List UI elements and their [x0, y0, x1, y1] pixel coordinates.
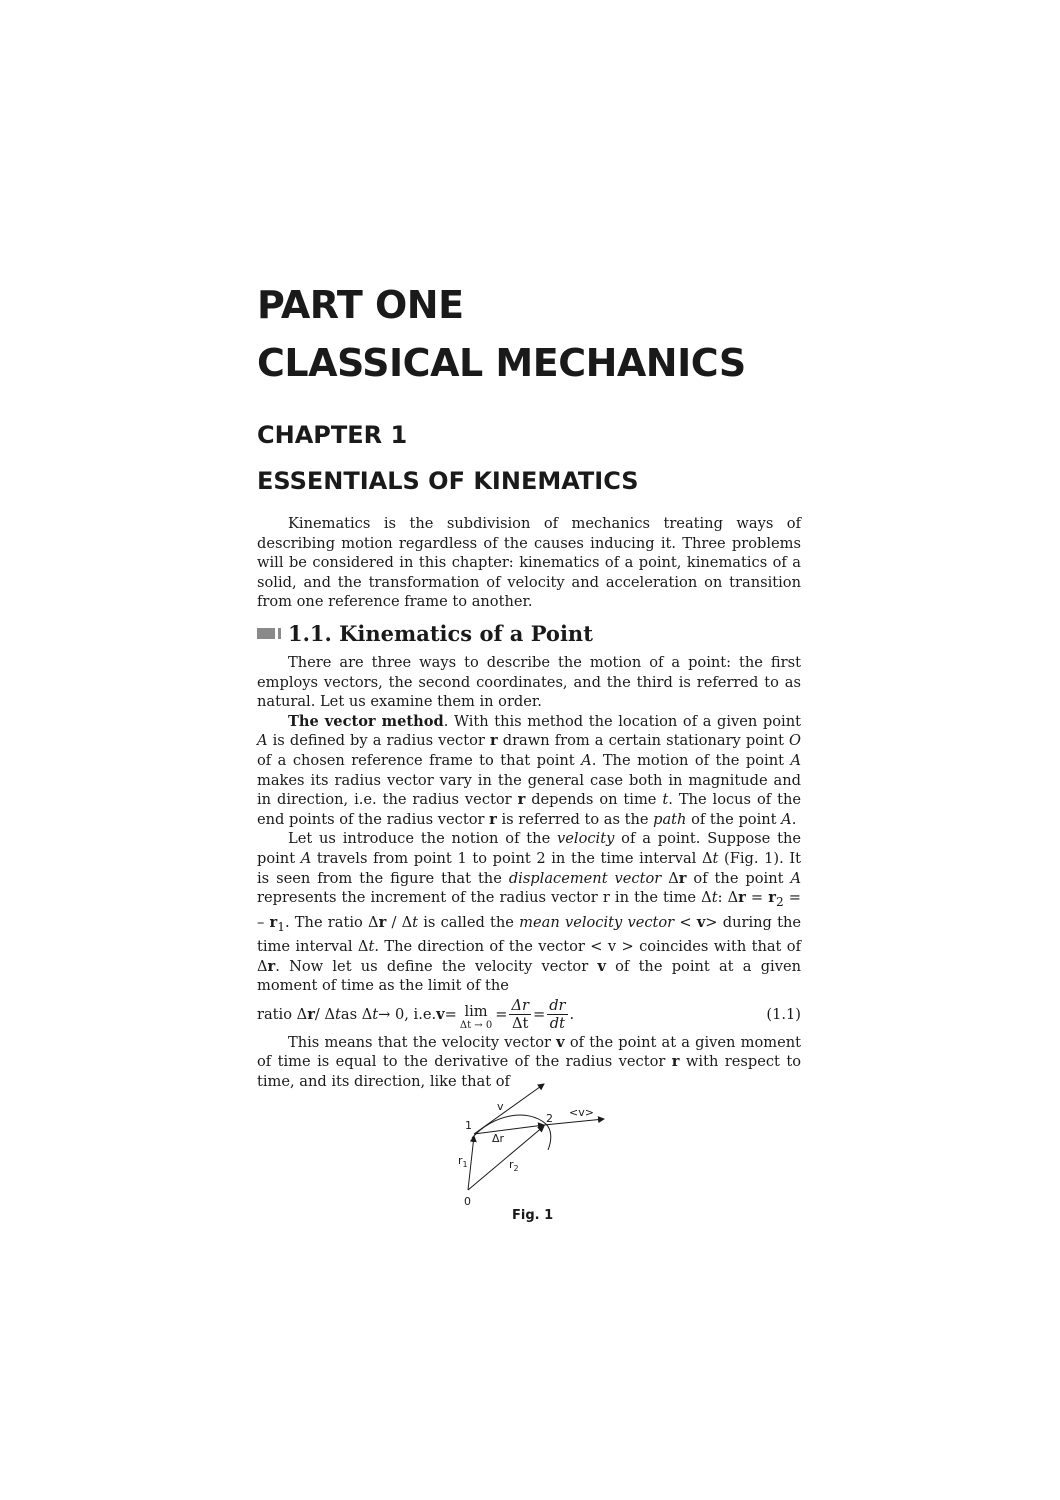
part-title — [257, 276, 746, 392]
fraction-dr-dt: $\frac{dr}{dt}$ — [549, 996, 566, 1032]
chapter-label: CHAPTER 1 — [257, 421, 408, 449]
section-marker-bar-icon — [278, 628, 281, 639]
body-text — [257, 514, 801, 1092]
mean-velocity-vector — [544, 1119, 604, 1125]
part-number: PART ONE — [257, 283, 464, 327]
equation-number: (1.1) — [766, 1005, 801, 1023]
label-point-2: 2 — [546, 1112, 553, 1125]
label-r2: $r_2$ — [509, 1158, 519, 1173]
label-point-1: 1 — [465, 1119, 472, 1132]
section-title: 1.1. Kinematics of a Point — [288, 620, 593, 646]
vector-method-lead: The vector method — [288, 712, 444, 730]
equation-body: ratio Δ r / Δ t as Δ t → 0, i.e. v = lim Δt → 0 = $\frac{\Delta r}{\Delta t}$ = $\frac{dr}{dt}$ . — [257, 996, 575, 1032]
label-origin: 0 — [464, 1195, 471, 1208]
figure-1-diagram — [448, 1078, 618, 1213]
chapter-title: ESSENTIALS OF KINEMATICS — [257, 467, 639, 495]
label-r1: $r_1$ — [458, 1154, 468, 1169]
section-heading — [257, 620, 801, 648]
limit-operator: lim Δt → 0 — [459, 1003, 493, 1032]
figure-caption: Fig. 1 — [512, 1208, 554, 1223]
label-v: v — [497, 1100, 504, 1113]
derivative-paragraph: This means that the velocity vector v of the point at a given moment of time is equal to the derivative of the radius vector r with respect to time, and its direction, like that of — [257, 1033, 801, 1091]
label-delta-r: Δr — [492, 1132, 505, 1145]
equation-1-1 — [257, 997, 801, 1032]
radius-vector-r2 — [468, 1126, 544, 1190]
chapter-heading — [257, 412, 639, 504]
fraction-delta-r-delta-t: $\frac{\Delta r}{\Delta t}$ — [511, 996, 529, 1032]
velocity-paragraph: Let us introduce the notion of the velocity of a point. Suppose the point A travels from point 1 to point 2 in the time interval Δt (Fig. 1). It is seen from the figure that the displacement vector Δr of the point A represents the increment of the radius vector r in the time Δt: $\Delta r = r_2$ = – $r_1$. The ratio Δr / Δt is called the mean velocity vector < v> during the time interval Δt. The direction of the vector < v > coincides with that of Δr. Now let us define the velocity vector v of the point at a given moment of time as the limit of the — [257, 830, 801, 995]
ways-paragraph: There are three ways to describe the motion of a point: the first employs vectors, the second coordinates, and the third is referred to as natural. Let us examine them in order. — [257, 653, 801, 711]
label-mean-velocity: <v> — [569, 1106, 594, 1119]
intro-paragraph: Kinematics is the subdivision of mechanics treating ways of describing motion regardless of the causes inducing it. Three problems will be considered in this chapter: kinematics of a point, kinematics of a solid, and the transformation of velocity and acceleration on transition from one reference frame to another. — [257, 515, 801, 611]
radius-vector-r1 — [468, 1136, 474, 1190]
section-marker-icon — [257, 628, 275, 639]
vector-method-paragraph: The vector method. With this method the location of a given point A is defined by a radius vector r drawn from a certain stationary point O of a chosen reference frame to that point A. The motion of the point A makes its radius vector vary in the general case both in magnitude and in direction, i.e. the radius vector r depends on time t. The locus of the end points of the radius vector r is referred to as the path of the point A. — [257, 712, 802, 828]
part-name: CLASSICAL MECHANICS — [257, 341, 746, 385]
